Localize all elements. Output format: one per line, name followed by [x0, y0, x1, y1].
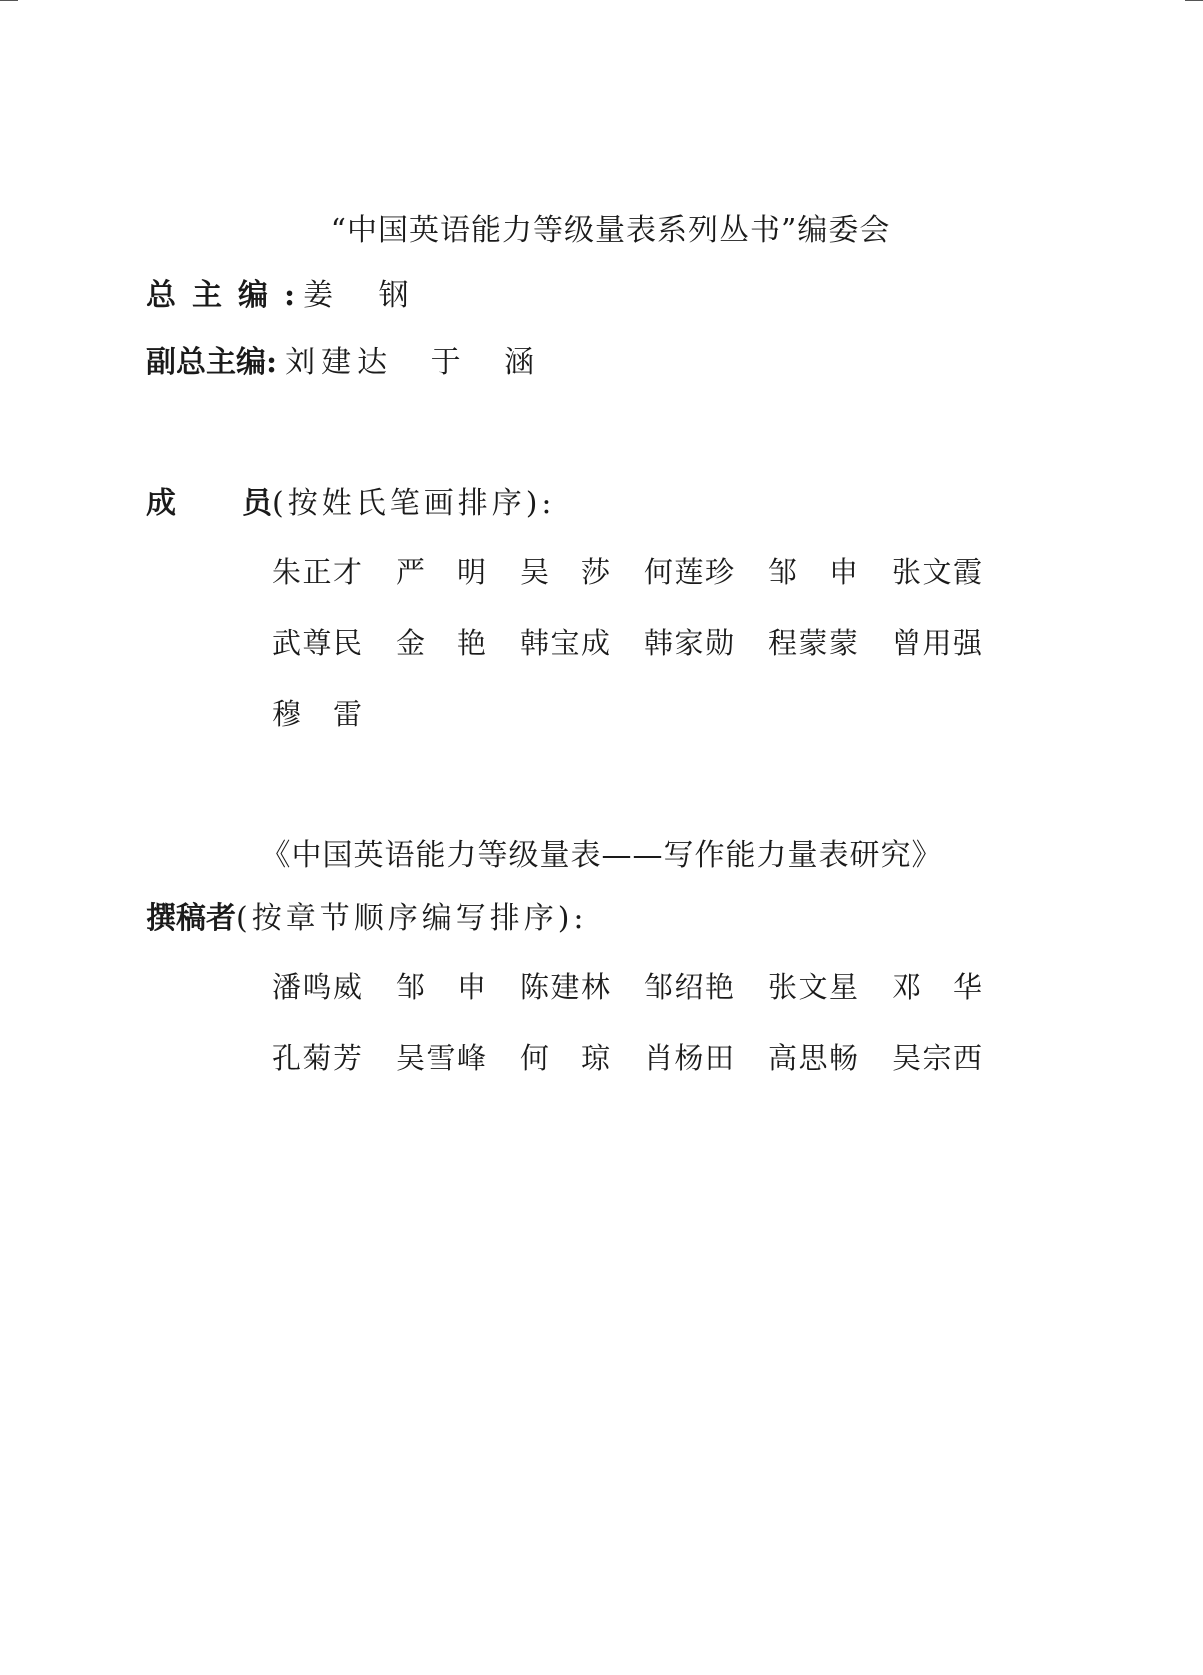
- member-name: 穆 雷: [272, 697, 362, 731]
- writer-name: 潘 鸣 威: [272, 970, 362, 1004]
- writer-name: 邹 申: [396, 970, 486, 1004]
- writer-name: 邹 绍 艳: [644, 970, 734, 1004]
- members-label-a: 成: [146, 486, 176, 521]
- members-label-b: 员: [242, 486, 272, 521]
- chief-editor-colon: :: [284, 278, 296, 313]
- writer-name: 张 文 星: [768, 970, 858, 1004]
- chief-editor-name: 姜 钢: [303, 278, 427, 313]
- deputy-editor-colon: :: [266, 345, 278, 380]
- deputy-editor-label: 副总主编: [146, 345, 266, 380]
- writer-name: 何 琼: [520, 1041, 610, 1075]
- member-name: 严 明: [396, 555, 486, 589]
- chief-editor-label: 总主编: [146, 278, 284, 313]
- writer-name: 陈 建 林: [520, 970, 610, 1004]
- member-name: 邹 申: [768, 555, 858, 589]
- members-list: [272, 550, 1016, 733]
- member-name: 程 蒙 蒙: [768, 626, 858, 660]
- crop-mark-right: [1185, 0, 1203, 1]
- member-name: 武 尊 民: [272, 626, 362, 660]
- committee-title: “中国英语能力等级量表系列丛书”编委会: [330, 213, 891, 248]
- writers-list: [272, 965, 1016, 1077]
- members-line: [146, 478, 556, 522]
- deputy-editor-line: [146, 337, 540, 381]
- writer-name: 吴 雪 峰: [396, 1041, 486, 1075]
- writer-name: 邓 华: [892, 970, 982, 1004]
- member-name: 朱 正 才: [272, 555, 362, 589]
- writer-name: 吴 宗 西: [892, 1041, 982, 1075]
- writer-name: 肖 杨 田: [644, 1041, 734, 1075]
- writers-label: 撰稿者: [146, 901, 236, 936]
- writer-name: 孔 菊 芳: [272, 1041, 362, 1075]
- crop-mark-left: [0, 0, 18, 1]
- member-name: 金 艳: [396, 626, 486, 660]
- writer-name: 高 思 畅: [768, 1041, 858, 1075]
- member-name: 何 莲 珍: [644, 555, 734, 589]
- member-name: 吴 莎: [520, 555, 610, 589]
- members-note: (按姓氏笔画排序):: [272, 486, 556, 521]
- writers-line: [146, 893, 588, 937]
- writers-note: (按章节顺序编写排序):: [236, 901, 588, 936]
- member-name: 韩 宝 成: [520, 626, 610, 660]
- member-name: 韩 家 勋: [644, 626, 734, 660]
- member-name: 张 文 霞: [892, 555, 982, 589]
- member-name: 曾 用 强: [892, 626, 982, 660]
- chief-editor-line: [146, 270, 427, 314]
- deputy-editor-names: 刘建达 于 涵: [285, 345, 541, 380]
- book-title: 《中国英语能力等级量表——写作能力量表研究》: [260, 838, 943, 873]
